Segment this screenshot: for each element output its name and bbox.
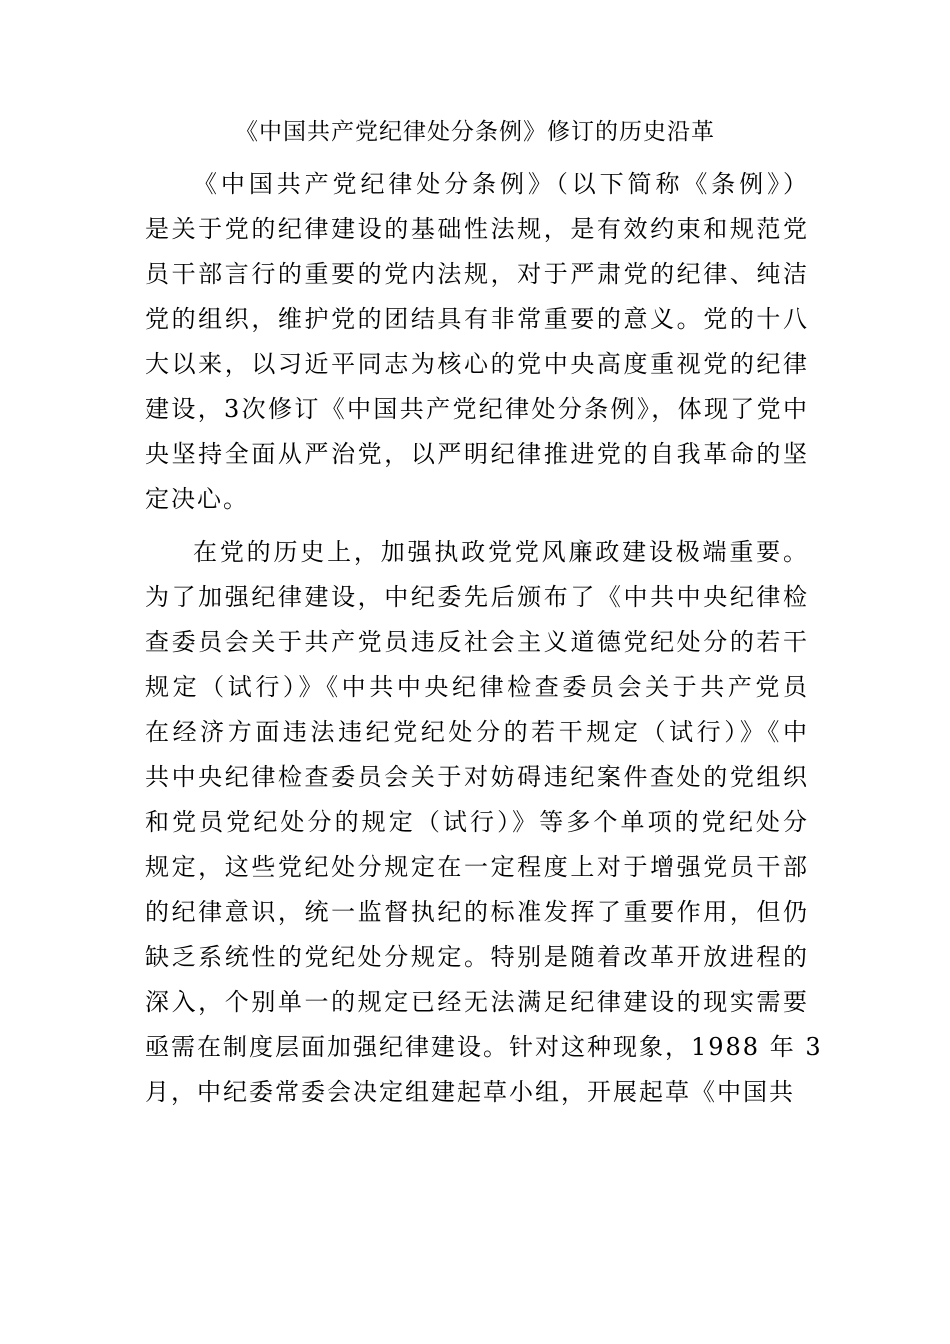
paragraph-line: 员干部言行的重要的党内法规，对于严肃党的纪律、纯洁 — [145, 260, 809, 288]
paragraph-line: 亟需在制度层面加强纪律建设。针对这种现象，1988 年 3 — [145, 1033, 823, 1061]
paragraph-line: 深入，个别单一的规定已经无法满足纪律建设的现实需要 — [145, 988, 809, 1016]
paragraph-line: 和党员党纪处分的规定（试行）》等多个单项的党纪处分 — [145, 808, 809, 836]
paragraph-line: 建设，3次修订《中国共产党纪律处分条例》，体现了党中 — [145, 395, 809, 423]
paragraph-line: 的纪律意识，统一监督执纪的标准发挥了重要作用，但仍 — [145, 898, 809, 926]
paragraph-line: 查委员会关于共产党员违反社会主义道德党纪处分的若干 — [145, 628, 809, 656]
paragraph-line: 党的组织，维护党的团结具有非常重要的意义。党的十八 — [145, 305, 809, 333]
paragraph-line: 月，中纪委常委会决定组建起草小组，开展起草《中国共 — [145, 1078, 795, 1106]
paragraph-line: 在党的历史上，加强执政党党风廉政建设极端重要。 — [193, 538, 809, 566]
paragraph-line: 规定（试行）》《中共中央纪律检查委员会关于共产党员 — [145, 673, 809, 701]
paragraph-line: 央坚持全面从严治党，以严明纪律推进党的自我革命的坚 — [145, 440, 809, 468]
paragraph-1 — [145, 162, 809, 522]
paragraph-line: 规定，这些党纪处分规定在一定程度上对于增强党员干部 — [145, 853, 809, 881]
paragraph-line: 大以来，以习近平同志为核心的党中央高度重视党的纪律 — [145, 350, 809, 378]
paragraph-line: 缺乏系统性的党纪处分规定。特别是随着改革开放进程的 — [145, 943, 809, 971]
paragraph-2 — [145, 530, 823, 1115]
paragraph-line: 为了加强纪律建设，中纪委先后颁布了《中共中央纪律检 — [145, 583, 809, 611]
paragraph-line: 在经济方面违法违纪党纪处分的若干规定（试行）》《中 — [145, 718, 809, 746]
paragraph-line: 《中国共产党纪律处分条例》（以下简称《条例》） — [193, 170, 809, 198]
paragraph-line: 定决心。 — [145, 485, 249, 513]
document-body — [145, 162, 823, 1123]
paragraph-line: 共中央纪律检查委员会关于对妨碍违纪案件查处的党组织 — [145, 763, 809, 791]
document-title: 《中国共产党纪律处分条例》修订的历史沿革 — [235, 119, 715, 145]
paragraph-line: 是关于党的纪律建设的基础性法规，是有效约束和规范党 — [145, 215, 809, 243]
